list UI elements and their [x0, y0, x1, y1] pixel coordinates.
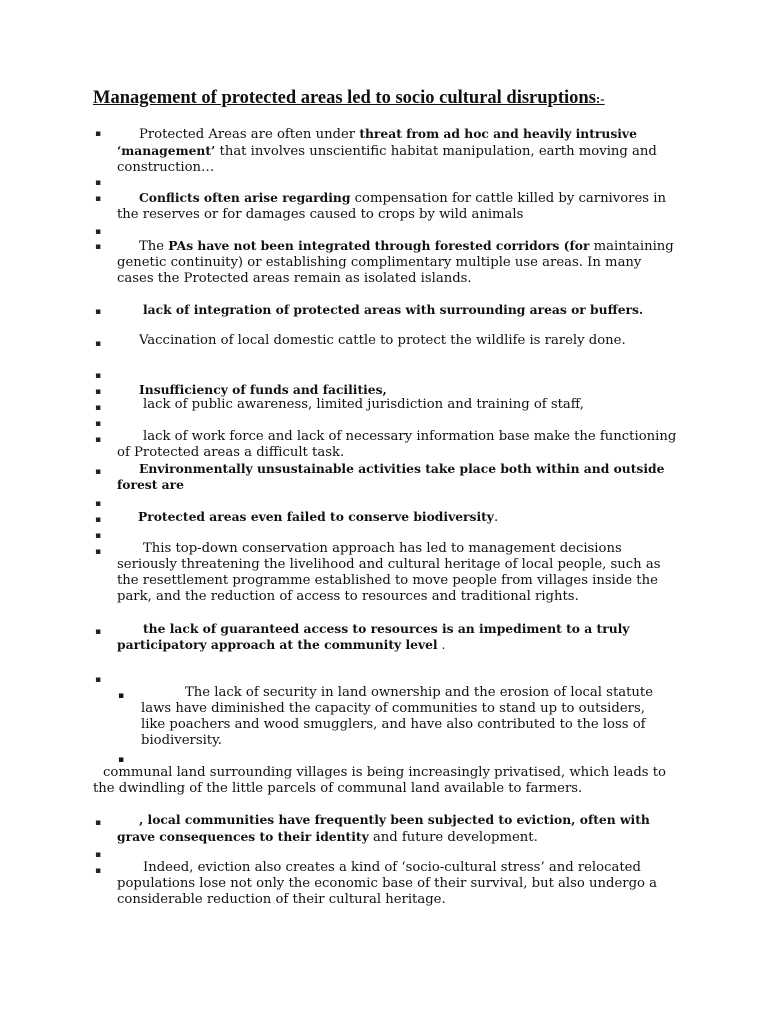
list-item	[117, 860, 677, 908]
bullet-marker: ▪	[95, 627, 102, 637]
item-bold-text: , local communities have frequently been subjected to eviction, often with grave consequences to their identity	[117, 812, 650, 844]
empty-bullet: ▪	[95, 531, 102, 541]
title-text: Management of protected areas led to socio cultural disruptions	[93, 88, 596, 108]
item-text: that involves unscientific habitat manipulation, earth moving and construction…	[117, 144, 657, 175]
list-item	[117, 461, 677, 493]
bullet-marker: ▪	[95, 242, 102, 252]
item-bold-text: threat from ad hoc and heavily intrusive ‘management’	[117, 126, 637, 158]
bullet-marker: ▪	[95, 194, 102, 204]
empty-bullet: ▪	[95, 371, 102, 381]
bullet-marker: ▪	[95, 129, 102, 139]
list-item	[117, 190, 677, 223]
item-text: Protected Areas are often under	[139, 127, 360, 142]
item-text: This top-down conservation approach has led to management decisions seriously threatening the livelihood and cultural heritage of local people, such as the resettlement programme established to move people from villages inside the park, and the reduction of access to resources and traditional rights.	[117, 541, 661, 604]
list-item	[117, 509, 677, 526]
item-text: lack of public awareness, limited jurisdiction and training of staff,	[143, 397, 584, 412]
item-bold-text: Environmentally unsustainable activities take place both within and outside forest are	[117, 461, 665, 492]
empty-bullet: ▪	[95, 499, 102, 509]
paragraph	[93, 765, 683, 797]
item-bold-text: Insufficiency of funds and facilities,	[139, 382, 387, 397]
item-text: lack of work force and lack of necessary information base make the functioning of Protected areas a difficult task.	[117, 429, 677, 460]
list-item	[117, 382, 677, 398]
list-item	[117, 397, 677, 413]
list-item	[117, 238, 677, 287]
item-text: Vaccination of local domestic cattle to protect the wildlife is rarely done.	[139, 333, 626, 348]
bullet-marker: ▪	[95, 547, 102, 557]
empty-bullet: ▪	[95, 419, 102, 429]
empty-bullet: ▪	[95, 675, 102, 685]
item-text: .	[493, 510, 499, 525]
bullet-marker: ▪	[95, 435, 102, 445]
item-bold-text: the lack of guaranteed access to resources is an impediment to a truly participatory approach at the community level	[117, 621, 630, 652]
item-bold-text: Conflicts often arise regarding	[139, 190, 351, 205]
bullet-marker: ▪	[95, 818, 102, 828]
bullet-marker: ▪	[95, 307, 102, 317]
item-text: compensation for cattle killed by carnivores in the reserves or for damages caused to crops by wild animals	[117, 191, 666, 222]
item-text: maintaining genetic continuity) or establishing complimentary multiple use areas. In many cases the Protected areas remain as isolated islands.	[117, 239, 674, 286]
empty-bullet: ▪	[95, 227, 102, 237]
item-bold-text: Protected areas even failed to conserve biodiversity	[138, 509, 494, 524]
item-text: communal land surrounding villages is being increasingly privatised, which leads to the dwindling of the little parcels of communal land available to farmers.	[93, 765, 666, 796]
item-bold-text: PAs have not been integrated through forested corridors (for	[168, 238, 590, 253]
list-item	[117, 429, 677, 461]
item-text: Indeed, eviction also creates a kind of ‘socio-cultural stress’ and relocated populations lose not only the economic base of their survival, but also undergo a considerable reduction of their cultural heritage.	[117, 860, 658, 907]
bullet-marker: ▪	[95, 866, 102, 876]
empty-bullet: ▪	[95, 178, 102, 188]
item-bold-text: lack of integration of protected areas with surrounding areas or buffers.	[143, 302, 644, 317]
list-item	[117, 126, 677, 176]
bullet-marker: ▪	[95, 467, 102, 477]
list-item	[141, 685, 661, 749]
item-text: The	[139, 239, 169, 254]
empty-bullet: ▪	[95, 850, 102, 860]
list-item	[117, 333, 677, 349]
bullet-marker: ▪	[95, 403, 102, 413]
bullet-marker: ▪	[95, 339, 102, 349]
page-title	[93, 88, 733, 109]
list-item	[117, 541, 677, 605]
item-text: and future development.	[368, 830, 538, 845]
list-item	[117, 812, 677, 846]
bullet-marker: ▪	[95, 515, 102, 525]
bullet-marker: ▪	[95, 387, 102, 397]
sub-bullet-marker: ▪	[118, 691, 125, 701]
list-item	[117, 302, 677, 318]
empty-sub-bullet: ▪	[118, 755, 125, 765]
title-suffix: :-	[595, 91, 605, 106]
item-text: The lack of security in land ownership and the erosion of local statute laws have diminished the capacity of communities to stand up to outsiders, like poachers and wood smugglers, and have also contributed to the loss of biodiversity.	[141, 685, 654, 748]
list-item	[117, 621, 677, 653]
item-text: .	[437, 638, 446, 652]
